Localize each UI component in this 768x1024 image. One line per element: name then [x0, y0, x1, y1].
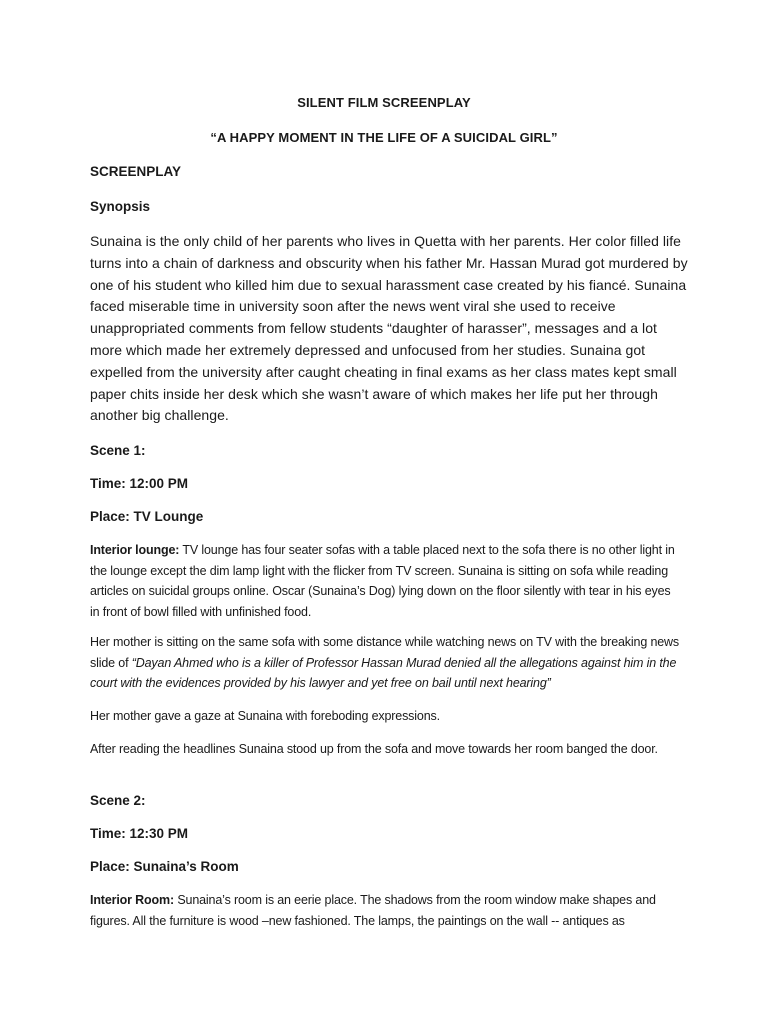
- scene2-place: Place: Sunaina’s Room: [90, 859, 239, 874]
- scene1-heading: Scene 1:: [90, 443, 146, 458]
- scene2-interior-paragraph: [90, 890, 680, 931]
- scene1-after-paragraph: After reading the headlines Sunaina stood up from the sofa and move towards her room banged the door.: [90, 742, 658, 756]
- scene1-interior-label: Interior lounge:: [90, 543, 180, 557]
- scene2-heading: Scene 2:: [90, 793, 146, 808]
- scene1-mother-text: Her mother is sitting on the same sofa with some distance while watching news on TV with the breaking news slide of: [90, 635, 680, 670]
- scene1-mother-paragraph: [90, 632, 680, 694]
- scene1-gaze-paragraph: Her mother gave a gaze at Sunaina with foreboding expressions.: [90, 709, 440, 723]
- scene2-time: Time: 12:30 PM: [90, 826, 189, 841]
- section-label: SCREENPLAY: [90, 164, 182, 179]
- scene2-interior-label: Interior Room:: [90, 893, 175, 907]
- scene1-interior-paragraph: [90, 540, 680, 622]
- scene1-interior-text: TV lounge has four seater sofas with a table placed next to the sofa there is no other light in the lounge except the dim lamp light with the flicker from TV screen. Sunaina is sitting on sofa while reading articles on suicidal groups online. Oscar (Sunaina’s Dog) lying down on the floor silently with tear in his eyes in front of bowl filled with unfinished food.: [90, 543, 675, 619]
- scene1-news-quote: “Dayan Ahmed who is a killer of Professor Hassan Murad denied all the allegations against him in the court with the evidences provided by his lawyer and yet free on bail until next hearing”: [90, 655, 677, 690]
- scene1-time: Time: 12:00 PM: [90, 476, 189, 491]
- scene1-place: Place: TV Lounge: [90, 509, 204, 524]
- document-title: SILENT FILM SCREENPLAY: [297, 95, 471, 110]
- scene2-interior-text: Sunaina’s room is an eerie place. The shadows from the room window make shapes and figures. All the furniture is wood –new fashioned. The lamps, the paintings on the wall -- antiques as: [90, 893, 656, 928]
- document-subtitle: “A HAPPY MOMENT IN THE LIFE OF A SUICIDAL GIRL”: [210, 130, 558, 145]
- synopsis-text: Sunaina is the only child of her parents who lives in Quetta with her parents. Her color filled life turns into a chain of darkness and obscurity when his father Mr. Hassan Murad got murdered by one of his student who killed him due to sexual harassment case created by his fiancé. Sunaina faced miserable time in university soon after the news went viral she used to receive unappropriated comments from fellow students “daughter of harasser”, messages and a lot more which made her extremely depressed and unfocused from her studies. Sunaina got expelled from the university after caught cheating in final exams as her class mates kept small paper chits inside her desk which she wasn’t aware of which makes her life put her through another big challenge.: [90, 233, 688, 424]
- synopsis-heading: Synopsis: [90, 199, 151, 214]
